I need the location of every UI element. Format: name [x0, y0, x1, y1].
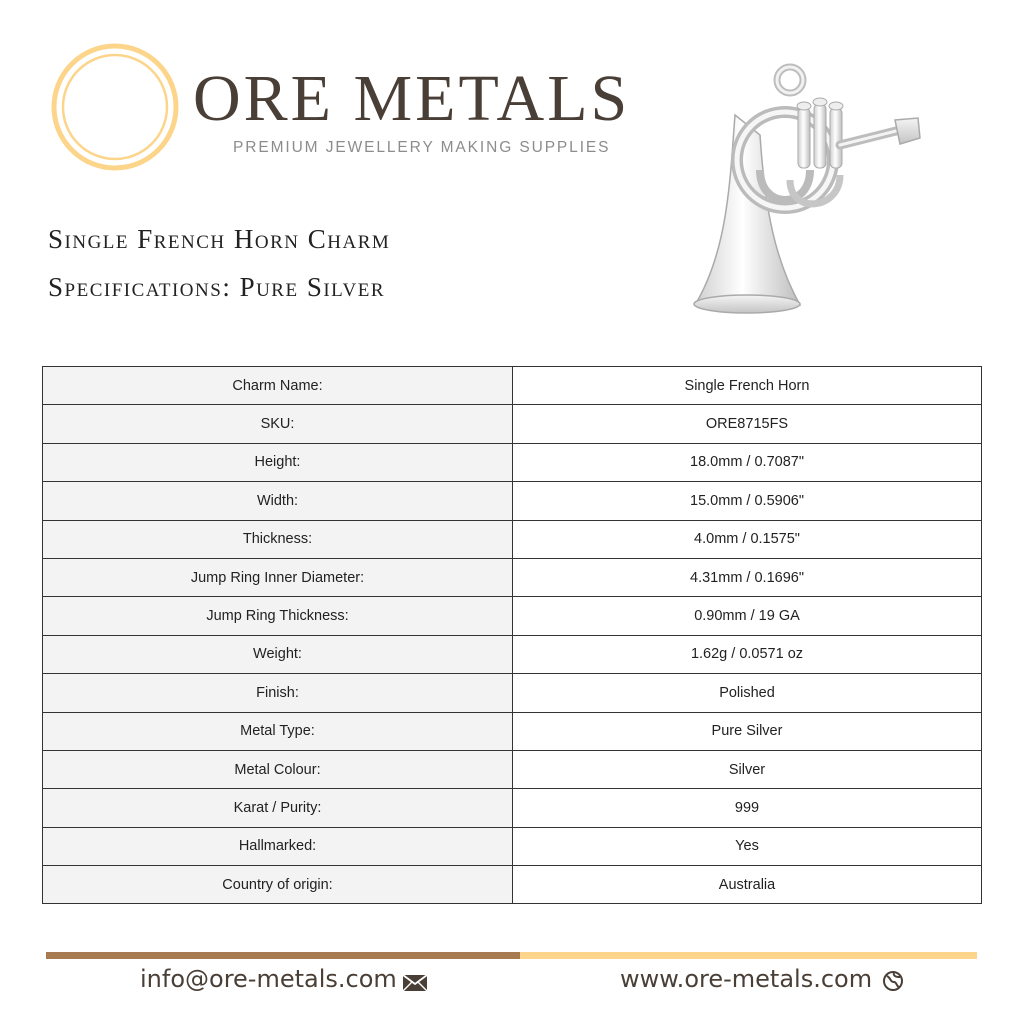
spec-label: Metal Colour:: [43, 750, 513, 788]
spec-value: Silver: [513, 750, 982, 788]
spec-row: [43, 367, 982, 405]
spec-label: Hallmarked:: [43, 827, 513, 865]
spec-label: Karat / Purity:: [43, 789, 513, 827]
spec-value: Pure Silver: [513, 712, 982, 750]
spec-row: [43, 750, 982, 788]
spec-row: [43, 827, 982, 865]
spec-value: 18.0mm / 0.7087": [513, 443, 982, 481]
globe-icon: [882, 970, 904, 992]
spec-value: Single French Horn: [513, 367, 982, 405]
spec-value: Australia: [513, 866, 982, 904]
specifications-table: [42, 366, 982, 904]
spec-label: Finish:: [43, 674, 513, 712]
spec-row: [43, 597, 982, 635]
spec-value: 999: [513, 789, 982, 827]
french-horn-charm-image: [690, 60, 930, 320]
spec-row: [43, 482, 982, 520]
spec-value: Yes: [513, 827, 982, 865]
spec-label: Jump Ring Inner Diameter:: [43, 558, 513, 596]
spec-value: 1.62g / 0.0571 oz: [513, 635, 982, 673]
product-specification: Specifications: Pure Silver: [48, 272, 386, 302]
spec-row: [43, 635, 982, 673]
footer-website[interactable]: www.ore-metals.com: [620, 965, 873, 993]
footer-bar-right: [520, 952, 977, 959]
spec-label: Country of origin:: [43, 866, 513, 904]
spec-label: Metal Type:: [43, 712, 513, 750]
spec-row: [43, 674, 982, 712]
footer-bar-left: [46, 952, 520, 959]
spec-label: Thickness:: [43, 520, 513, 558]
spec-row: [43, 712, 982, 750]
spec-label: Width:: [43, 482, 513, 520]
envelope-icon: [402, 974, 428, 992]
spec-row: [43, 405, 982, 443]
spec-label: Height:: [43, 443, 513, 481]
logo-ring-icon: [50, 42, 180, 172]
spec-value: Polished: [513, 674, 982, 712]
spec-row: [43, 520, 982, 558]
spec-row: [43, 789, 982, 827]
spec-row: [43, 558, 982, 596]
spec-label: Weight:: [43, 635, 513, 673]
spec-value: ORE8715FS: [513, 405, 982, 443]
brand-name: ORE METALS: [193, 62, 631, 135]
spec-value: 0.90mm / 19 GA: [513, 597, 982, 635]
product-title: Single French Horn Charm: [48, 224, 391, 254]
spec-value: 4.0mm / 0.1575": [513, 520, 982, 558]
spec-value: 4.31mm / 0.1696": [513, 558, 982, 596]
spec-label: SKU:: [43, 405, 513, 443]
spec-row: [43, 866, 982, 904]
spec-value: 15.0mm / 0.5906": [513, 482, 982, 520]
footer-email[interactable]: info@ore-metals.com: [140, 965, 397, 993]
spec-row: [43, 443, 982, 481]
spec-label: Charm Name:: [43, 367, 513, 405]
brand-tagline: PREMIUM JEWELLERY MAKING SUPPLIES: [233, 139, 611, 156]
spec-label: Jump Ring Thickness:: [43, 597, 513, 635]
